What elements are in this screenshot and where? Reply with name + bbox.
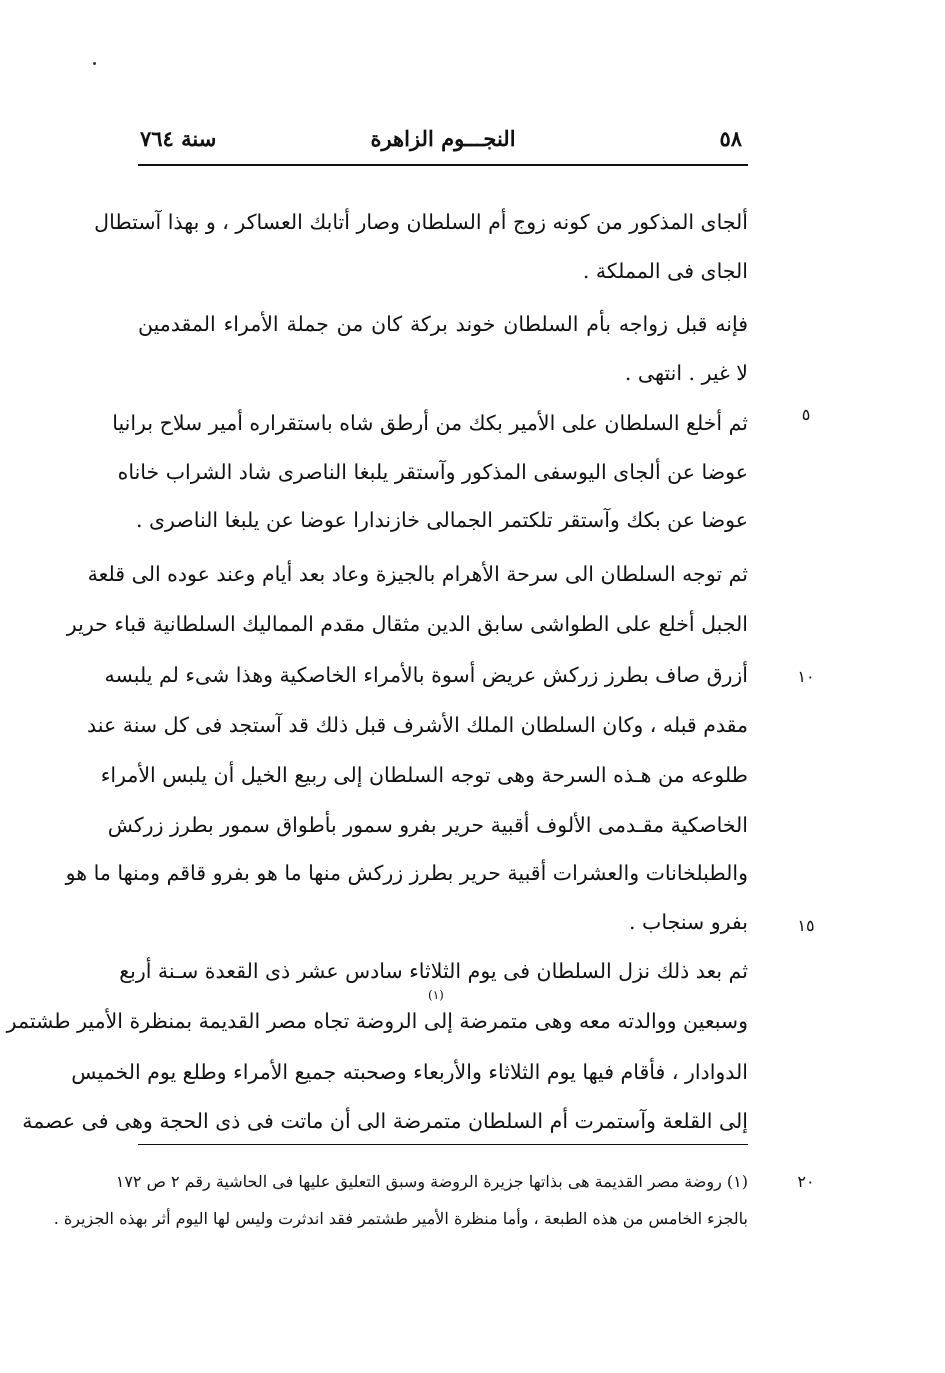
- text-line: مقدم قبله ، وكان السلطان الملك الأشرف قبل ذلك قد آستجد فى كل سنة عند: [87, 713, 748, 737]
- book-title: النجـــوم الزاهرة: [370, 126, 516, 151]
- running-head: [138, 126, 748, 160]
- scan-speck: [93, 62, 96, 65]
- text-line: فإنه قبل زواجه بأم السلطان خوند بركة كان من جملة الأمراء المقدمين: [138, 312, 748, 336]
- text-line: أزرق صاف بطرز زركش عريض أسوة بالأمراء الخاصكية وهذا شىء لم يلبسه: [104, 663, 748, 687]
- line-number: ١٠: [797, 667, 815, 686]
- text-line: طلوعه من هـذه السرحة وهى توجه السلطان إلى ربيع الخيل أن يلبس الأمراء: [100, 763, 748, 787]
- text-line: الجبل أخلع على الطواشى سابق الدين مثقال مقدم المماليك السلطانية قباء حرير: [66, 612, 748, 636]
- line-number: ٥: [801, 405, 811, 424]
- text-line: ثم أخلع السلطان على الأمير بكك من أرطق شاه باستقراره أمير سلاح برانيا: [112, 411, 748, 435]
- footnote-line: بالجزء الخامس من هذه الطبعة ، وأما منظرة الأمير طشتمر فقد اندثرت وليس لها اليوم أثر بهذه الجزيرة .: [53, 1209, 748, 1228]
- text-line: إلى القلعة وآستمرت أم السلطان متمرضة الى أن ماتت فى ذى الحجة وهى فى عصمة: [22, 1109, 748, 1133]
- footnote-marker: (١): [428, 988, 444, 1002]
- text-line: الجاى فى المملكة .: [582, 259, 748, 283]
- text-line: عوضا عن ألجاى اليوسفى المذكور وآستقر يلبغا الناصرى شاد الشراب خاناه: [117, 460, 748, 484]
- text-line: عوضا عن بكك وآستقر تلكتمر الجمالى خازندارا عوضا عن يلبغا الناصرى .: [135, 508, 748, 532]
- footnote-line: (١) روضة مصر القديمة هى بذاتها جزيرة الروضة وسبق التعليق عليها فى الحاشية رقم ٢ ص ١٧٢: [115, 1172, 748, 1191]
- page-number: ٥٨: [719, 126, 742, 151]
- text-line: الدوادار ، فأقام فيها يوم الثلاثاء والأربعاء وصحبته جميع الأمراء وطلع يوم الخميس: [71, 1060, 748, 1084]
- line-number: ١٥: [797, 916, 815, 935]
- text-line: بفرو سنجاب .: [629, 910, 748, 934]
- text-line: لا غير . انتهى .: [624, 361, 748, 385]
- text-line: ثم بعد ذلك نزل السلطان فى يوم الثلاثاء سادس عشر ذى القعدة سـنة أربع: [119, 959, 748, 983]
- year-label: سنة ٧٦٤: [140, 126, 217, 151]
- text-line: ثم توجه السلطان الى سرحة الأهرام بالجيزة وعاد بعد أيام وعند عوده الى قلعة: [87, 562, 748, 586]
- text-line: وسبعين ووالدته معه وهى متمرضة إلى الروضة تجاه مصر القديمة بمنظرة الأمير طشتمر: [6, 1009, 748, 1033]
- text-line: والطبلخانات والعشرات أقبية حرير بطرز زركش منها ما هو بفرو قاقم ومنها ما هو: [65, 861, 748, 885]
- footnote-rule: [138, 1144, 748, 1145]
- text-line: ألجاى المذكور من كونه زوج أم السلطان وصار أتابك العساكر ، و بهذا آستطال: [94, 210, 748, 234]
- text-line: الخاصكية مقـدمى الألوف أقبية حرير بفرو سمور بأطواق سمور بطرز زركش: [107, 813, 748, 837]
- line-number: ٢٠: [797, 1172, 815, 1191]
- header-rule: [138, 164, 748, 166]
